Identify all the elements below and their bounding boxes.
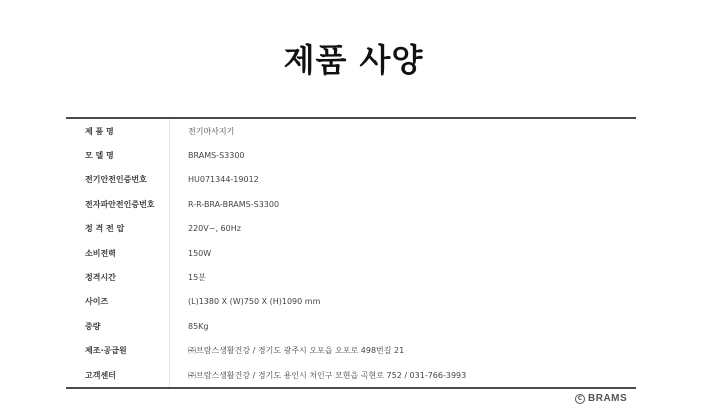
spec-label: 정 격 전 압 — [66, 217, 170, 241]
spec-row-product-name — [66, 119, 636, 143]
brand-logo — [575, 393, 627, 404]
spec-row-emc-cert — [66, 192, 636, 216]
spec-value: (L)1380 X (W)750 X (H)1090 mm — [188, 297, 321, 307]
spec-value: HU071344-19012 — [188, 175, 259, 185]
page-title: 제품 사양 — [283, 41, 424, 79]
spec-row-size — [66, 290, 636, 314]
spec-row-electrical-cert — [66, 168, 636, 192]
spec-table — [66, 117, 636, 389]
spec-value: ㈜브람스생활건강 / 경기도 용인시 처인구 모현읍 곡현로 752 / 031-766-3993 — [188, 370, 467, 380]
spec-label: 제조·공급원 — [66, 339, 170, 363]
spec-value: 150W — [188, 248, 212, 258]
spec-value: BRAMS-S3300 — [188, 151, 245, 161]
spec-label: 제 품 명 — [66, 119, 170, 143]
brand-name: BRAMS — [588, 393, 628, 404]
spec-value: R-R-BRA-BRAMS-S3300 — [188, 199, 280, 209]
spec-value: 15분 — [188, 273, 206, 283]
spec-row-model-name — [66, 143, 636, 167]
spec-value: ㈜브람스생활건강 / 경기도 광주시 오포읍 오포로 498번길 21 — [188, 346, 405, 356]
spec-label: 전기안전인증번호 — [66, 168, 170, 192]
spec-label: 사이즈 — [66, 290, 170, 314]
spec-row-weight — [66, 314, 636, 338]
copyright-icon: C — [575, 394, 585, 404]
spec-value: 전기마사지기 — [188, 126, 235, 136]
spec-label: 중량 — [66, 314, 170, 338]
spec-row-customer-center — [66, 363, 636, 387]
spec-label: 고객센터 — [66, 363, 170, 387]
spec-row-manufacturer — [66, 339, 636, 363]
spec-row-power-consumption — [66, 241, 636, 265]
spec-label: 모 델 명 — [66, 143, 170, 167]
spec-label: 전자파안전인증번호 — [66, 192, 170, 216]
spec-row-rated-voltage — [66, 217, 636, 241]
spec-label: 정격시간 — [66, 265, 170, 289]
spec-row-rated-time — [66, 265, 636, 289]
spec-value: 85Kg — [188, 321, 209, 331]
spec-value: 220V~, 60Hz — [188, 224, 241, 234]
spec-label: 소비전력 — [66, 241, 170, 265]
